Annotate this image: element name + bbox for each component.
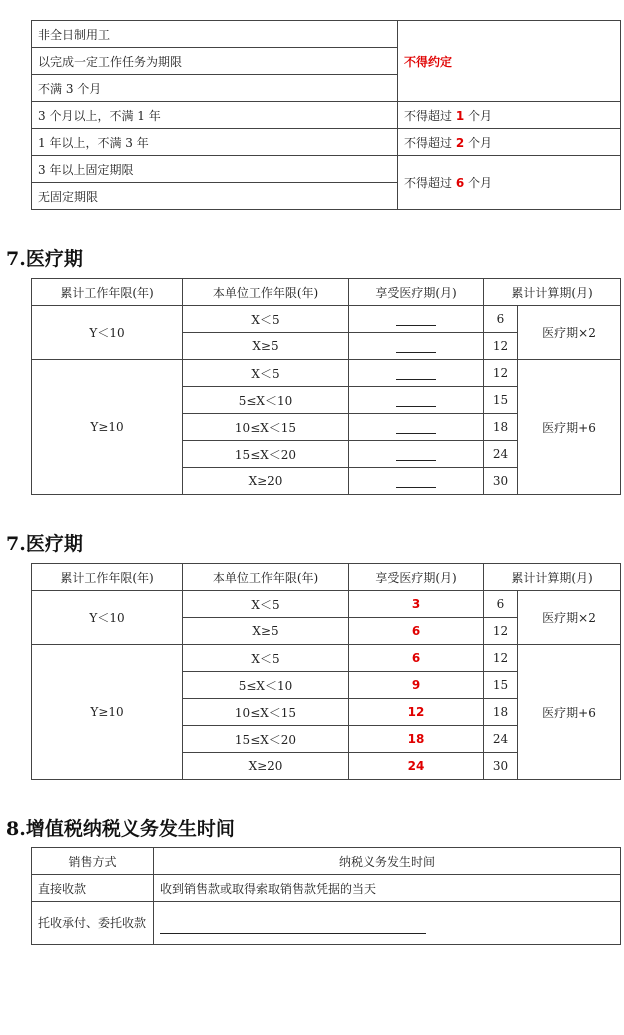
range-cell: X≥5 [183,333,349,360]
months-cell: 24 [349,753,484,780]
result-suffix: 个月 [468,176,493,190]
fill-in-blank [396,312,436,326]
header-cell: 享受医疗期(月) [349,279,484,306]
result-cell [398,156,621,210]
result-number: 6 [455,176,465,190]
vat-timing-table [31,847,621,945]
months-cell: 6 [349,645,484,672]
fill-in-blank [160,913,426,934]
calc-cell: 24 [484,441,518,468]
medical-period-table-blank [31,278,621,495]
months-cell: 18 [349,726,484,753]
group-cell: Y≥10 [32,645,183,780]
calc-cell: 12 [484,360,518,387]
months-cell: 12 [349,699,484,726]
range-cell: X＜5 [183,306,349,333]
header-cell: 销售方式 [32,848,154,875]
group-cell: Y≥10 [32,360,183,495]
range-cell: X＜5 [183,645,349,672]
range-cell: 10≤X＜15 [183,414,349,441]
no-agreement-text: 不得约定 [404,54,453,69]
months-cell: 6 [349,618,484,645]
range-cell: 15≤X＜20 [183,726,349,753]
result-prefix: 不得超过 [404,108,453,123]
blank-cell [349,468,484,495]
probation-table [31,20,621,210]
formula-cell: 医疗期+6 [518,645,621,780]
result-cell [398,129,621,156]
calc-cell: 15 [484,672,518,699]
months-cell: 3 [349,591,484,618]
calc-cell: 30 [484,468,518,495]
header-cell: 本单位工作年限(年) [183,279,349,306]
blank-cell [349,360,484,387]
calc-cell: 6 [484,306,518,333]
calc-cell: 12 [484,645,518,672]
fill-in-blank [396,366,436,380]
term-cell: 1 年以上，不满 3 年 [32,129,398,156]
term-cell: 3 个月以上，不满 1 年 [32,102,398,129]
fill-in-blank [396,474,436,488]
section-heading: 7.医疗期 [6,533,83,555]
result-cell [398,21,621,102]
formula-cell: 医疗期×2 [518,591,621,645]
formula-cell: 医疗期+6 [518,360,621,495]
section-heading: 8.增值税纳税义务发生时间 [6,818,235,840]
blank-cell [349,387,484,414]
range-cell: 10≤X＜15 [183,699,349,726]
time-cell [154,902,621,945]
group-cell: Y＜10 [32,306,183,360]
result-number: 1 [455,108,465,123]
range-cell: X＜5 [183,591,349,618]
term-cell: 3 年以上固定期限 [32,156,398,183]
calc-cell: 18 [484,414,518,441]
group-cell: Y＜10 [32,591,183,645]
header-cell: 累计计算期(月) [484,564,621,591]
term-cell: 不满 3 个月 [32,75,398,102]
months-cell: 9 [349,672,484,699]
range-cell: X≥5 [183,618,349,645]
header-cell: 累计工作年限(年) [32,279,183,306]
calc-cell: 12 [484,333,518,360]
result-cell [398,102,621,129]
method-cell: 直接收款 [32,875,154,902]
header-cell: 累计计算期(月) [484,279,621,306]
term-cell: 无固定期限 [32,183,398,210]
range-cell: X≥20 [183,468,349,495]
blank-cell [349,414,484,441]
section-heading: 7.医疗期 [6,248,83,270]
blank-cell [349,306,484,333]
calc-cell: 18 [484,699,518,726]
result-suffix: 个月 [468,135,493,150]
calc-cell: 15 [484,387,518,414]
result-suffix: 个月 [468,108,493,123]
header-cell: 享受医疗期(月) [349,564,484,591]
header-cell: 纳税义务发生时间 [154,848,621,875]
range-cell: 5≤X＜10 [183,672,349,699]
fill-in-blank [396,447,436,461]
calc-cell: 6 [484,591,518,618]
fill-in-blank [396,420,436,434]
medical-period-table-answers [31,563,621,780]
fill-in-blank [396,393,436,407]
time-cell: 收到销售款或取得索取销售款凭据的当天 [154,875,621,902]
range-cell: 15≤X＜20 [183,441,349,468]
calc-cell: 24 [484,726,518,753]
fill-in-blank [396,339,436,353]
range-cell: 5≤X＜10 [183,387,349,414]
term-cell: 以完成一定工作任务为期限 [32,48,398,75]
term-cell: 非全日制用工 [32,21,398,48]
method-cell: 托收承付、委托收款 [32,902,154,945]
result-prefix: 不得超过 [404,135,453,150]
result-prefix: 不得超过 [404,176,453,190]
header-cell: 本单位工作年限(年) [183,564,349,591]
result-number: 2 [455,135,465,150]
range-cell: X≥20 [183,753,349,780]
formula-cell: 医疗期×2 [518,306,621,360]
blank-cell [349,333,484,360]
range-cell: X＜5 [183,360,349,387]
blank-cell [349,441,484,468]
header-cell: 累计工作年限(年) [32,564,183,591]
calc-cell: 30 [484,753,518,780]
calc-cell: 12 [484,618,518,645]
